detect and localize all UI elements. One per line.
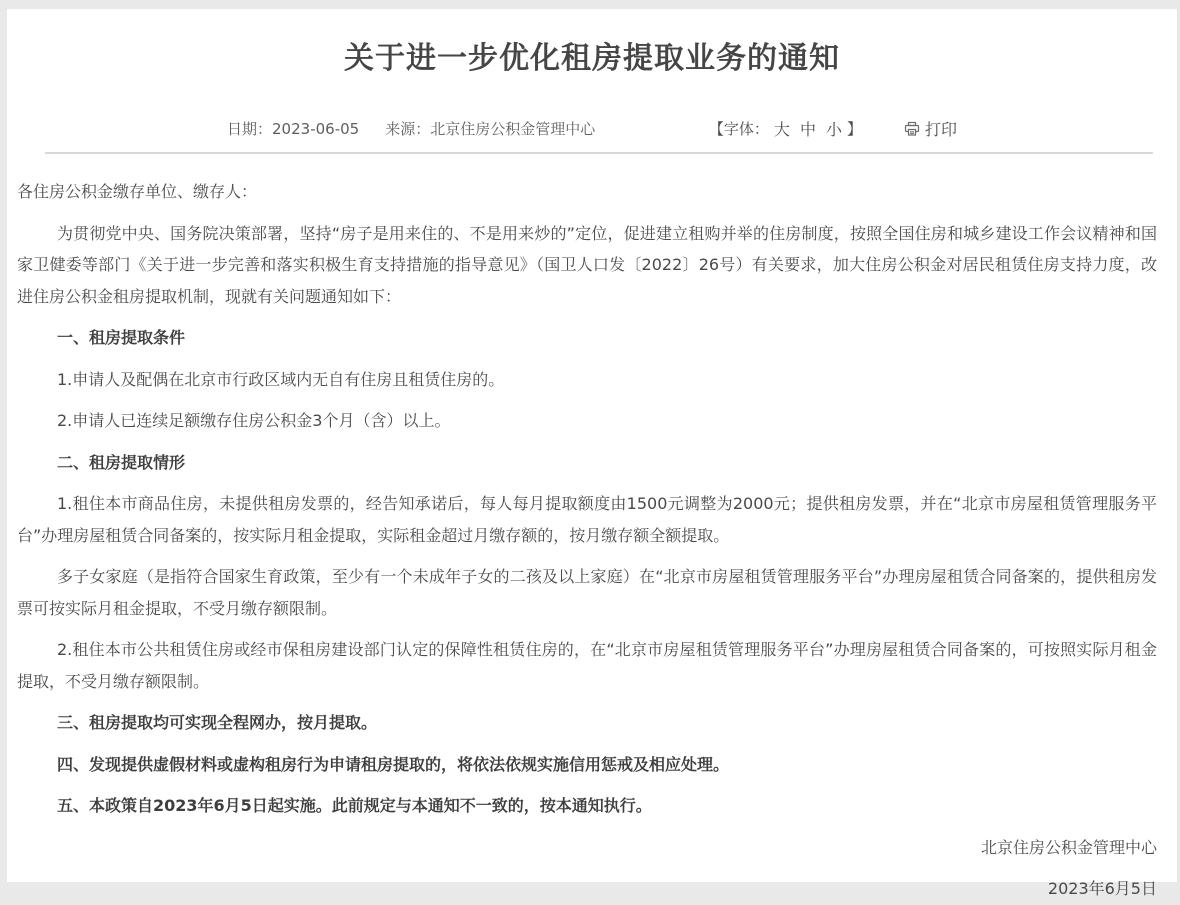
- meta-date-source: [227, 118, 595, 139]
- font-size-medium-link[interactable]: 中: [799, 120, 816, 139]
- font-size-controls: [709, 117, 862, 140]
- font-size-label: 【字体：: [708, 120, 769, 138]
- situation-item-multichild: 多子女家庭（是指符合国家生育政策，至少有一个未成年子女的二孩及以上家庭）在“北京市房屋租赁管理服务平台”办理房屋租赁合同备案的，提供租房发票可按实际月租金提取，不受月缴存额限制。: [17, 567, 1157, 618]
- font-size-large-link[interactable]: 大: [773, 120, 790, 139]
- section-heading-1: 一、租房提取条件: [57, 328, 186, 347]
- date-label: 日期：: [227, 120, 273, 138]
- meta-row: [227, 117, 957, 140]
- intro-paragraph: 为贯彻党中央、国务院决策部署，坚持“房子是用来住的、不是用来炒的”定位，促进建立租购并举的住房制度，按照全国住房和城乡建设工作会议精神和国家卫健委等部门《关于进一步完善和落实积极生育支持措施的指导意见》（国卫人口发〔2022〕26号）有关要求，加大住房公积金对居民租赁住房支持力度，改进住房公积金租房提取机制，现就有关问题通知如下：: [17, 223, 1157, 306]
- section-heading-4: 四、发现提供虚假材料或虚构租房行为申请租房提取的，将依法依规实施信用惩戒及相应处理。: [57, 754, 730, 774]
- print-label: 打印: [924, 120, 957, 139]
- section-heading-3: 三、租房提取均可实现全程网办，按月提取。: [57, 713, 378, 732]
- condition-item-2: 2.申请人已连续足额缴存住房公积金3个月（含）以上。: [57, 411, 451, 430]
- print-button[interactable]: [904, 117, 957, 140]
- meta-tools: [709, 117, 957, 140]
- source-value: 北京住房公积金管理中心: [430, 120, 596, 138]
- notice-page: [7, 9, 1178, 898]
- section-heading-2: 二、租房提取情形: [57, 452, 186, 472]
- salutation: 各住房公积金缴存单位、缴存人：: [17, 182, 258, 201]
- date-value: 2023-06-05: [272, 119, 360, 138]
- situation-item-2: 2.租住本市公共租赁住房或经市保租房建设部门认定的保障性租赁住房的，在“北京市房屋租赁管理服务平台”办理房屋租赁合同备案的，可按照实际月租金提取，不受月缴存额限制。: [17, 640, 1157, 691]
- font-size-small-link[interactable]: 小: [825, 120, 842, 139]
- signature-date: 2023年6月5日: [1047, 879, 1157, 898]
- section-heading-5: 五、本政策自2023年6月5日起实施。此前规定与本通知不一致的，按本通知执行。: [57, 796, 652, 815]
- source-label: 来源：: [385, 120, 431, 138]
- font-size-bracket-close: 】: [846, 120, 862, 138]
- notice-body: [7, 154, 1177, 905]
- situation-item-1: 1.租住本市商品住房，未提供租房发票的，经告知承诺后，每人每月提取额度由1500元调整为2000元；提供租房发票，并在“北京市房屋租赁管理服务平台”办理房屋租赁合同备案的，按实际月租金提取，实际租金超过月缴存额的，按月缴存额全额提取。: [17, 494, 1157, 545]
- signature-issuer: 北京住房公积金管理中心: [980, 837, 1157, 857]
- page-title: 关于进一步优化租房提取业务的通知: [344, 41, 840, 76]
- printer-icon: [904, 121, 920, 137]
- condition-item-1: 1.申请人及配偶在北京市行政区域内无自有住房且租赁住房的。: [57, 369, 505, 389]
